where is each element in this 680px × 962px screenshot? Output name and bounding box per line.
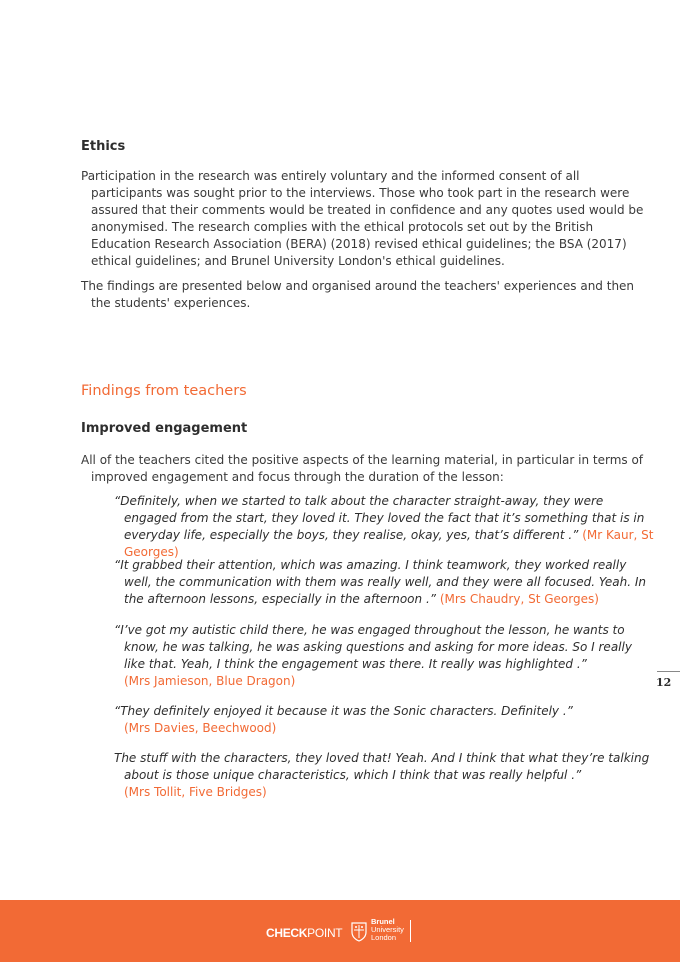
quote-attribution: (Mrs Davies, Beechwood) — [124, 721, 277, 735]
findings-heading: Findings from teachers — [81, 383, 247, 399]
brunel-logo-line1: Brunel — [371, 917, 395, 926]
quote-attribution: (Mr Kaur, St Georges) — [124, 528, 654, 559]
brunel-crest-icon — [350, 920, 368, 942]
checkpoint-logo — [266, 926, 342, 940]
brunel-logo-text — [371, 918, 404, 942]
quote-text: “I’ve got my autistic child there, he was engaged throughout the lesson, he wants to know, he was talking, he was asking questions and asking for more ideas. So I really like that. Yeah, I think the engagement was there. It really was highlighted .” — [114, 623, 632, 671]
quote-4 — [114, 703, 654, 737]
page-number: 12 — [656, 676, 672, 689]
quote-2 — [114, 557, 654, 608]
quote-text: The stuff with the characters, they loved that! Yeah. And I think that what they’re talking about is those unique characteristics, which I think that was really helpful .” — [114, 751, 650, 782]
findings-intro-paragraph: The findings are presented below and organised around the teachers' experiences and then the students' experiences. — [81, 279, 635, 310]
ethics-paragraph: Participation in the research was entirely voluntary and the informed consent of all participants was sought prior to the interviews. Those who took part in the research were assured that their comments would be treated in confidence and any quotes used would be anonymised. The research complies with the ethical protocols set out by the British Education Research Association (BERA) (2018) revised ethical guidelines; the BSA (2017) ethical guidelines; and Brunel University London's ethical guidelines. — [81, 169, 644, 268]
engagement-intro: All of the teachers cited the positive aspects of the learning material, in particular in terms of improved engagement and focus through the duration of the lesson: — [81, 453, 644, 484]
quote-attribution: (Mrs Jamieson, Blue Dragon) — [124, 674, 296, 688]
brunel-logo-line3: London — [371, 933, 397, 942]
engagement-subheading: Improved engagement — [81, 421, 248, 436]
quote-text: “It grabbed their attention, which was amazing. I think teamwork, they worked really well, the communication with them was really well, and they were all focused. Yeah. In the afternoon lessons, especially in the afternoon .” — [114, 558, 647, 606]
quote-5 — [114, 750, 654, 801]
brunel-logo-line2: University — [371, 925, 404, 934]
quote-3 — [114, 622, 654, 690]
page-number-rule — [657, 671, 680, 672]
quote-text: “They definitely enjoyed it because it was the Sonic characters. Definitely .” — [114, 704, 573, 718]
brunel-logo-divider — [410, 920, 411, 942]
ethics-heading: Ethics — [81, 139, 126, 154]
quote-1 — [114, 493, 654, 561]
quote-attribution: (Mrs Tollit, Five Bridges) — [124, 785, 267, 799]
quote-attribution: (Mrs Chaudry, St Georges) — [439, 592, 599, 606]
checkpoint-logo-light: POINT — [307, 926, 343, 940]
brunel-university-logo — [350, 918, 414, 944]
quote-text: “Definitely, when we started to talk about the character straight-away, they were engaged from the start, they loved it. They loved the fact that it’s something that is in everyday life, especially the boys, they realise, okay, yes, that’s different .” — [114, 494, 645, 542]
checkpoint-logo-bold: CHECK — [266, 926, 308, 940]
